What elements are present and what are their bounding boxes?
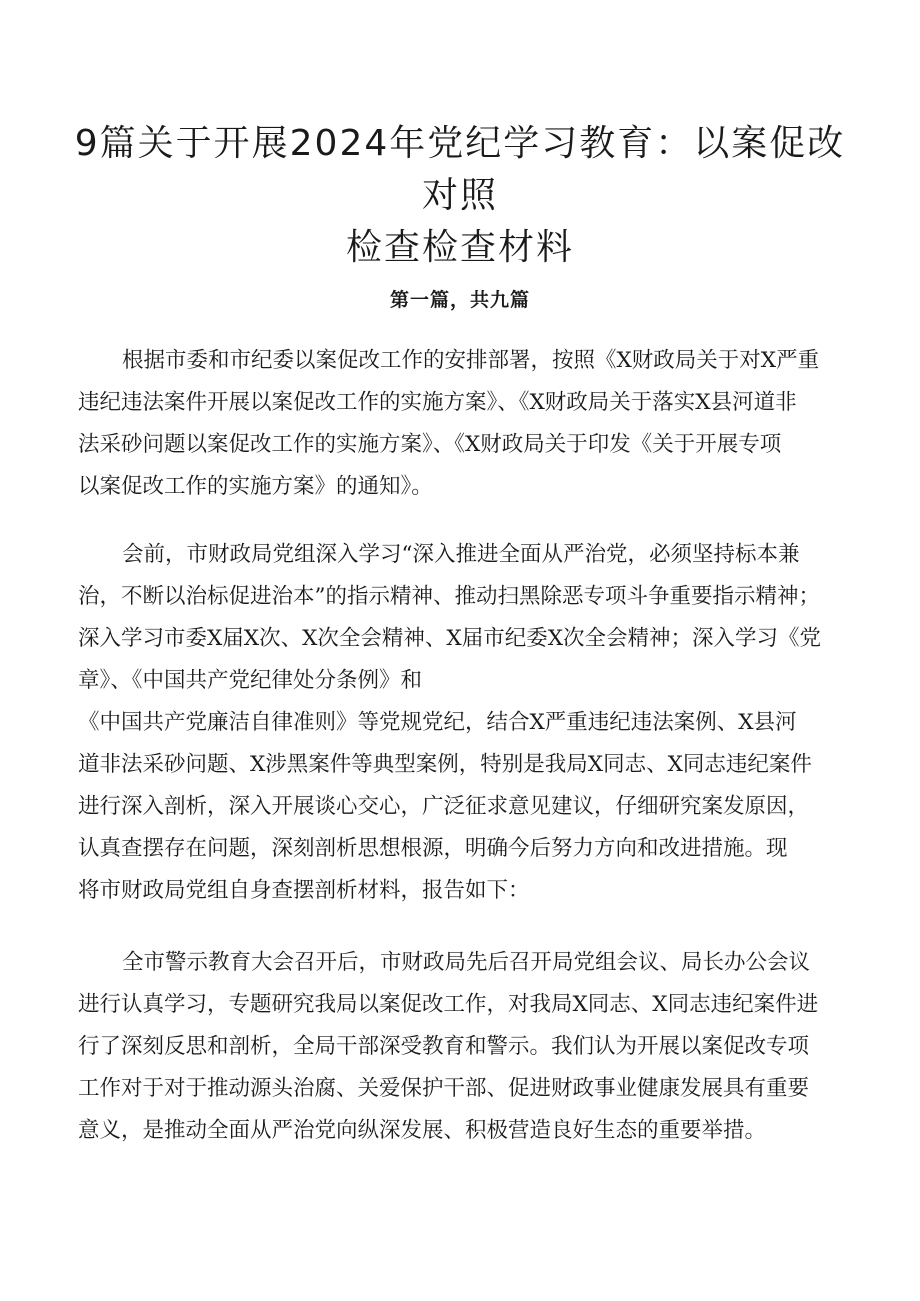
paragraph-line: 以案促改工作的实施方案》的通知》。 (78, 474, 433, 499)
document-subtitle: 第一篇，共九篇 (389, 289, 530, 311)
paragraph-1 (78, 340, 858, 508)
paragraph-line: 法采砂问题以案促改工作的实施方案》、《X财政局关于印发《关于开展专项 (78, 432, 782, 457)
document-title-line-2: 检查检查材料 (345, 227, 574, 268)
paragraph-line: 《中国共产党廉洁自律准则》等党规党纪，结合X严重违纪违法案例、X县河 (78, 710, 797, 735)
paragraph-line: 将市财政局党组自身查摆剖析材料，报告如下： (78, 878, 530, 903)
paragraph-line: 进行深入剖析，深入开展谈心交心，广泛征求意见建议，仔细研究案发原因， (78, 794, 810, 819)
paragraph-line: 根据市委和市纪委以案促改工作的安排部署，按照《X财政局关于对X严重 (122, 348, 820, 373)
paragraph-3 (78, 942, 858, 1152)
paragraph-line: 认真查摆存在问题，深刻剖析思想根源，明确今后努力方向和改进措施。现 (78, 836, 788, 861)
paragraph-2 (78, 534, 858, 912)
document-title (60, 118, 860, 274)
paragraph-line: 进行认真学习，专题研究我局以案促改工作，对我局X同志、X同志违纪案件进 (78, 992, 819, 1017)
document-title-line-1: 9篇关于开展2024年党纪学习教育：以案促改对照 (74, 123, 846, 216)
paragraph-line: 治，不断以治标促进治本”的指示精神、推动扫黑除恶专项斗争重要指示精神； (78, 584, 820, 609)
paragraph-line: 深入学习市委X届X次、X次全会精神、X届市纪委X次全会精神；深入学习《党 (78, 626, 822, 651)
paragraph-line: 工作对于对于推动源头治腐、关爱保护干部、促进财政事业健康发展具有重要 (78, 1076, 810, 1101)
paragraph-line: 章》、《中国共产党纪律处分条例》和 (78, 668, 423, 693)
paragraph-line: 会前，市财政局党组深入学习“深入推进全面从严治党，必须坚持标本兼 (122, 542, 800, 567)
paragraph-line: 道非法采砂问题、X涉黑案件等典型案例，特别是我局X同志、X同志违纪案件 (78, 752, 812, 777)
paragraph-line: 全市警示教育大会召开后，市财政局先后召开局党组会议、局长办公会议 (122, 950, 811, 975)
paragraph-line: 违纪违法案件开展以案促改工作的实施方案》、《X财政局关于落实X县河道非 (78, 390, 797, 415)
paragraph-line: 意义，是推动全面从严治党向纵深发展、积极营造良好生态的重要举措。 (78, 1118, 767, 1143)
paragraph-line: 行了深刻反思和剖析，全局干部深受教育和警示。我们认为开展以案促改专项 (78, 1034, 810, 1059)
